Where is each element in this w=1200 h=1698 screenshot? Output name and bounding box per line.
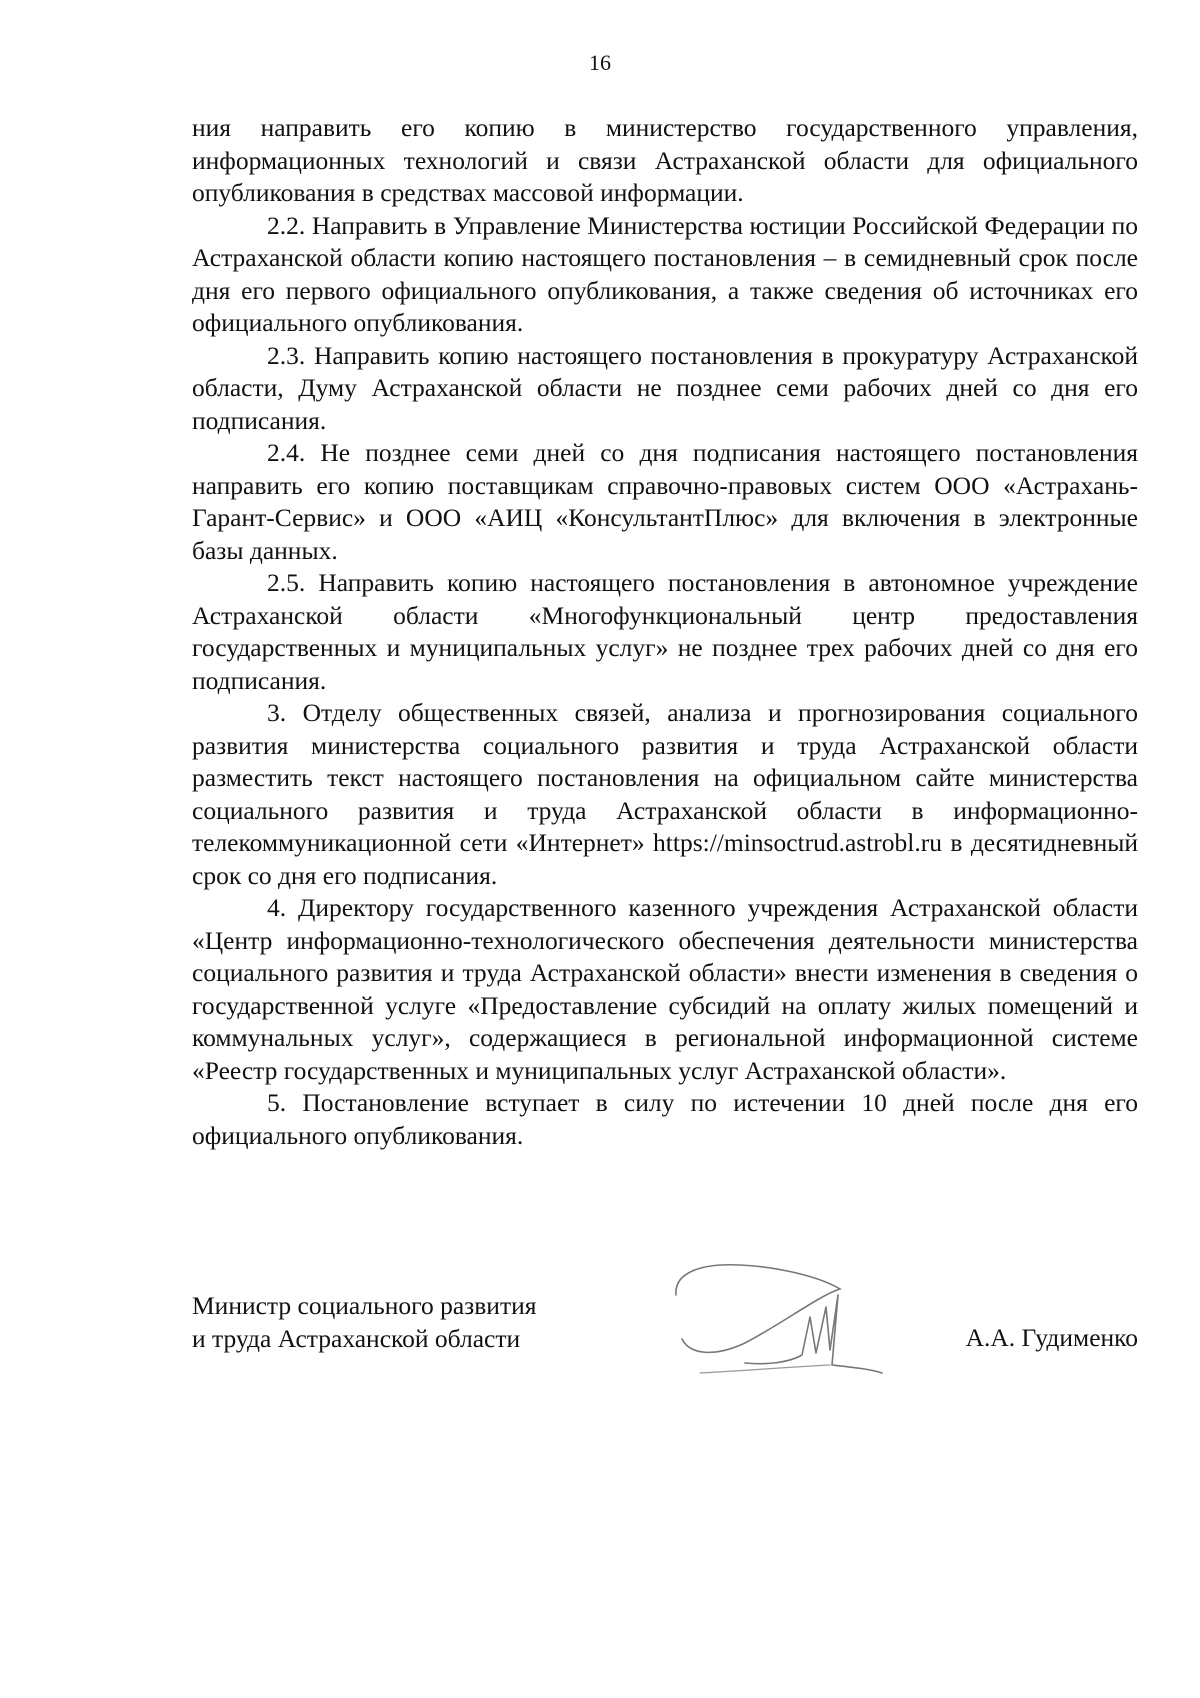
paragraph-2-3: 2.3. Направить копию настоящего постановления в прокуратуру Астраханской области, Думу Астраханской области не позднее семи рабочих дней со дня его подписания. xyxy=(192,340,1138,435)
paragraph-2-5: 2.5. Направить копию настоящего постановления в автономное учреждение Астраханской области «Многофункциональный центр предоставления государственных и муниципальных услуг» не позднее трех рабочих дней со дня его подписания. xyxy=(192,568,1138,695)
paragraph-continuation: ния направить его копию в министерство государственного управления, информационных технологий и связи Астраханской области для официального опубликования в средствах массовой информации. xyxy=(192,113,1138,207)
paragraph-3: 3. Отделу общественных связей, анализа и прогнозирования социального развития министерства социального развития и труда Астраханской области разместить текст настоящего постановления на официальном сайте министерства социального развития и труда Астраханской области в информационно-телекоммуникационной сети «Интернет» https://minsoctrud.astrobl.ru в десятидневный срок со дня его подписания. xyxy=(192,698,1138,890)
document-body xyxy=(192,112,1138,1152)
paragraph-2-4: 2.4. Не позднее семи дней со дня подписания настоящего постановления направить его копию поставщикам справочно-правовых систем ООО «Астрахань-Гарант-Сервис» и ООО «АИЦ «КонсультантПлюс» для включения в электронные базы данных. xyxy=(192,438,1138,565)
signatory-position xyxy=(192,1290,536,1355)
paragraph-5: 5. Постановление вступает в силу по истечении 10 дней после дня его официального опубликования. xyxy=(192,1088,1138,1150)
paragraph-2-2: 2.2. Направить в Управление Министерства юстиции Российской Федерации по Астраханской области копию настоящего постановления – в семидневный срок после дня его первого официального опубликования, а также сведения об источниках его официального опубликования. xyxy=(192,210,1138,337)
signature-underline-stroke xyxy=(700,1365,830,1373)
handwritten-signature xyxy=(670,1255,900,1380)
signature-zigzag-stroke xyxy=(745,1295,882,1373)
signatory-position-line-2: и труда Астраханской области xyxy=(192,1323,521,1353)
paragraph-4: 4. Директору государственного казенного учреждения Астраханской области «Центр информационно-технологического обеспечения деятельности министерства социального развития и труда Астраханской области» внести изменения в сведения о государственной услуге «Предоставление субсидий на оплату жилых помещений и коммунальных услуг», содержащиеся в региональной информационной системе «Реестр государственных и муниципальных услуг Астраханской области». xyxy=(192,893,1138,1085)
page-number: 16 xyxy=(589,50,611,75)
signatory-name: А.А. Гудименко xyxy=(965,1323,1138,1352)
signatory-position-line-1: Министр социального развития xyxy=(192,1291,537,1320)
signature-loop-stroke xyxy=(676,1265,840,1353)
